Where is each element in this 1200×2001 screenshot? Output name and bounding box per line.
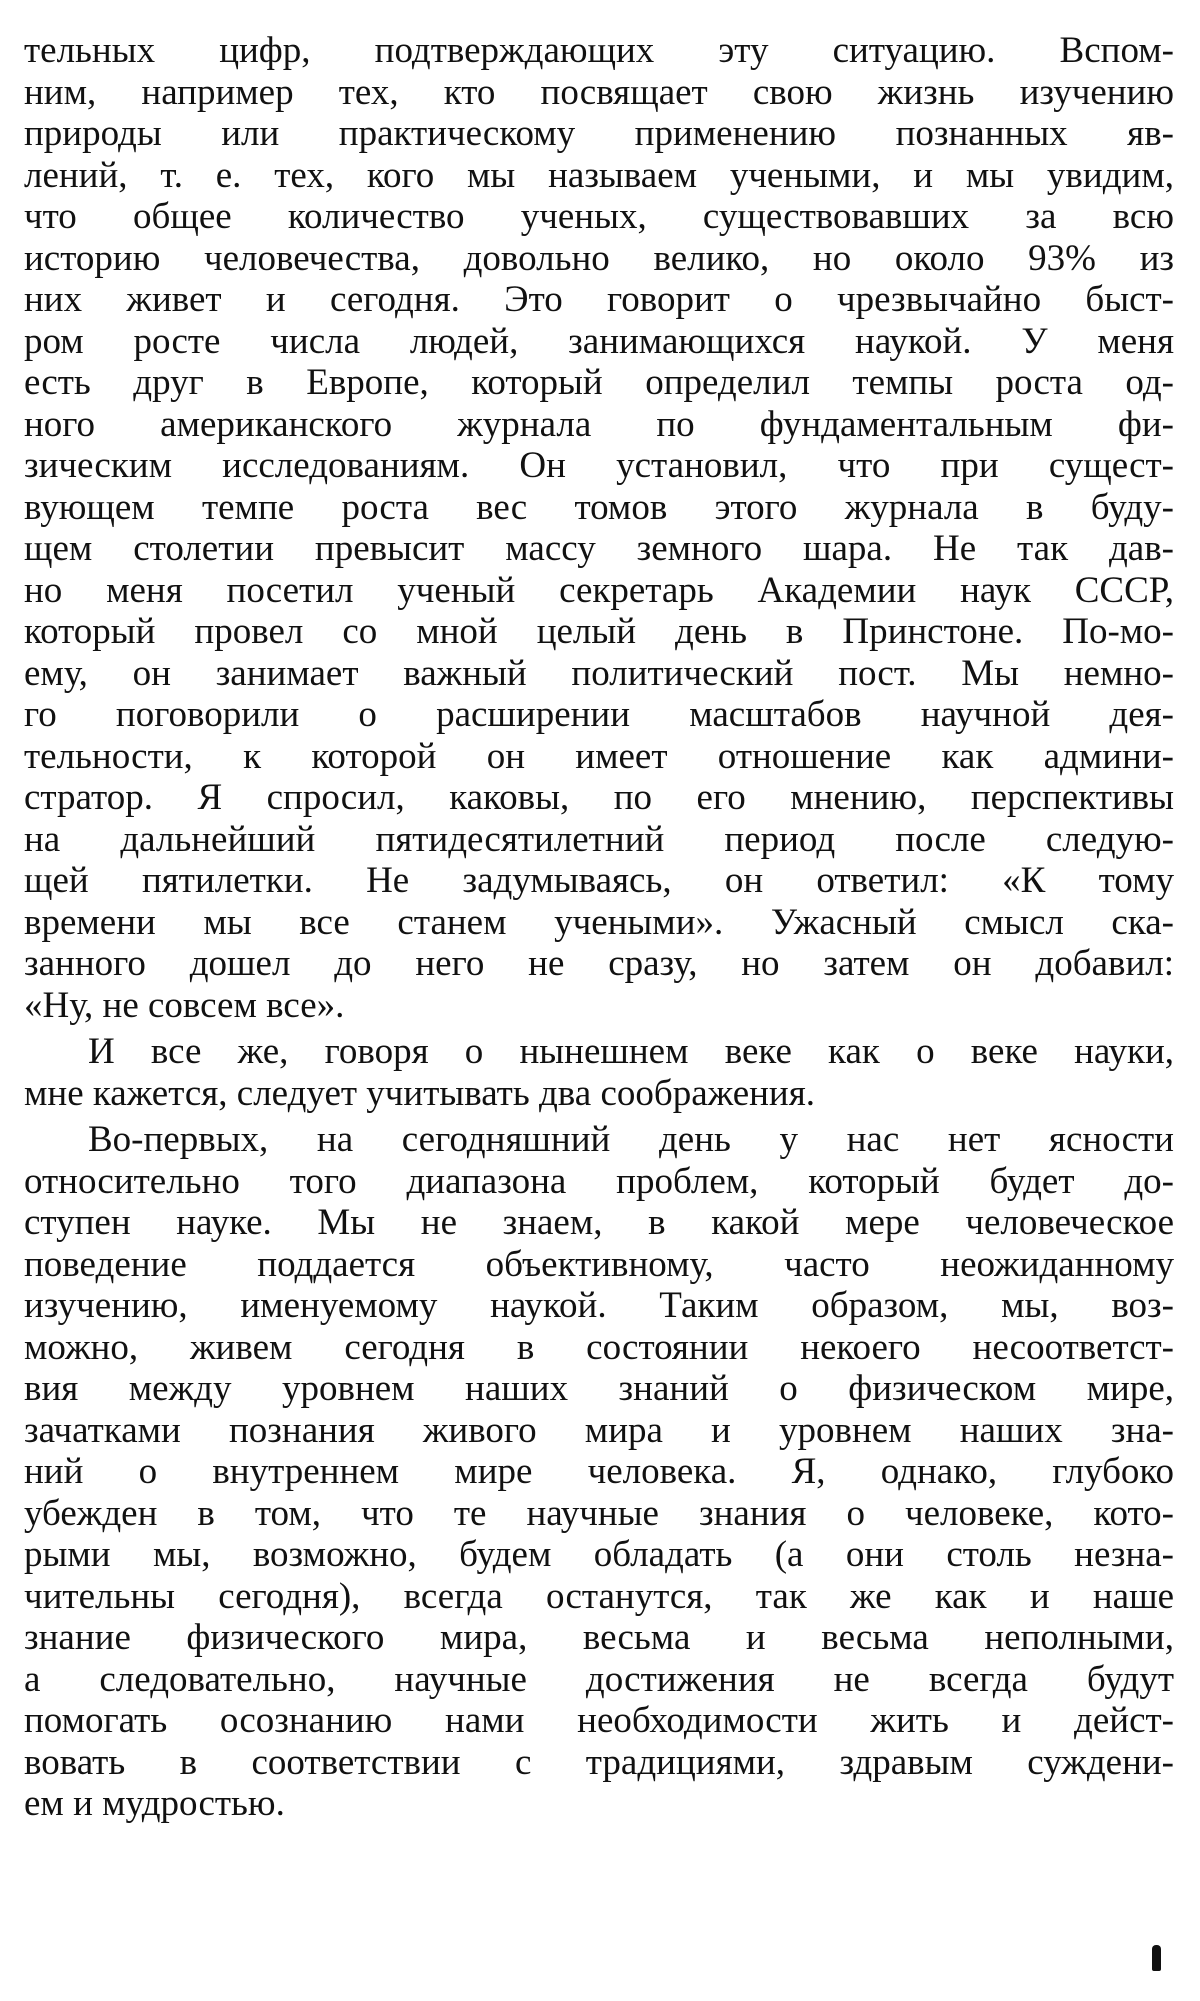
text-line: природы или практическому применению познанных яв- — [24, 113, 1174, 154]
text-line: историю человечества, довольно велико, но около 93% из — [24, 237, 1174, 279]
text-line: что общее количество ученых, существовавших за всю — [24, 196, 1174, 237]
text-line: а следовательно, научные достижения не всегда будут — [24, 1658, 1174, 1700]
text-line: го поговорили о расширении масштабов научной дея- — [24, 694, 1174, 735]
text-line: зачатками познания живого мира и уровнем наших зна- — [24, 1409, 1174, 1451]
text-line: ром росте числа людей, занимающихся наукой. У меня — [24, 320, 1174, 362]
text-line: «Ну, не совсем все». — [24, 984, 345, 1026]
text-line: щей пятилетки. Не задумываясь, он ответил: «К тому — [24, 860, 1174, 901]
text-line: времени мы все станем учеными». Ужасный смысл ска- — [24, 901, 1174, 943]
paragraph-3 — [24, 1119, 1174, 1825]
text-line: мне кажется, следует учитывать два соображения. — [24, 1072, 815, 1114]
text-line: ступен науке. Мы не знаем, в какой мере человеческое — [24, 1202, 1174, 1243]
text-line: вия между уровнем наших знаний о физическом мире, — [24, 1368, 1174, 1409]
text-line: на дальнейший пятидесятилетний период после следую- — [24, 818, 1174, 860]
text-line: тельных цифр, подтверждающих эту ситуацию. Вспом- — [24, 30, 1174, 71]
text-line: щем столетии превысит массу земного шара. Не так дав- — [24, 528, 1174, 569]
text-line: занного дошел до него не сразу, но затем он добавил: — [24, 943, 1174, 984]
text-line: вующем темпе роста вес томов этого журнала в буду- — [24, 486, 1174, 528]
text-line: чительны сегодня), всегда останутся, так же как и наше — [24, 1575, 1174, 1617]
text-line: Во-первых, на сегодняшний день у нас нет ясности — [88, 1119, 1174, 1160]
text-line: ему, он занимает важный политический пост. Мы немно- — [24, 652, 1174, 694]
text-line: тельности, к которой он имеет отношение как админи- — [24, 735, 1174, 777]
paragraph-1 — [24, 30, 1174, 1026]
text-line: рыми мы, возможно, будем обладать (а они столь незна- — [24, 1534, 1174, 1575]
text-line: ний о внутреннем мире человека. Я, однако, глубоко — [24, 1451, 1174, 1492]
text-line: лений, т. е. тех, кого мы называем учеными, и мы увидим, — [24, 154, 1174, 196]
text-line: ним, например тех, кто посвящает свою жизнь изучению — [24, 71, 1174, 113]
text-line: вовать в соответствии с традициями, здравым суждени- — [24, 1741, 1174, 1783]
page-text — [24, 30, 1174, 1830]
text-line: который провел со мной целый день в Принстоне. По-мо- — [24, 611, 1174, 652]
text-line: убежден в том, что те научные знания о человеке, кото- — [24, 1492, 1174, 1534]
text-line: знание физического мира, весьма и весьма неполными, — [24, 1617, 1174, 1658]
ink-mark — [1152, 1945, 1161, 1971]
text-line: ного американского журнала по фундаментальным фи- — [24, 403, 1174, 445]
text-line: можно, живем сегодня в состоянии некоего несоответст- — [24, 1326, 1174, 1368]
text-line: помогать осознанию нами необходимости жить и дейст- — [24, 1700, 1174, 1741]
text-line: поведение поддается объективному, часто неожиданному — [24, 1243, 1174, 1285]
paragraph-2 — [24, 1031, 1174, 1114]
text-line: ем и мудростью. — [24, 1783, 285, 1824]
text-line: изучению, именуемому наукой. Таким образом, мы, воз- — [24, 1285, 1174, 1326]
text-line: есть друг в Европе, который определил темпы роста од- — [24, 362, 1174, 403]
text-line: них живет и сегодня. Это говорит о чрезвычайно быст- — [24, 279, 1174, 320]
text-line: И все же, говоря о нынешнем веке как о веке науки, — [88, 1031, 1174, 1072]
text-line: стратор. Я спросил, каковы, по его мнению, перспективы — [24, 777, 1174, 818]
text-line: но меня посетил ученый секретарь Академии наук СССР, — [24, 569, 1174, 611]
text-line: зическим исследованиям. Он установил, что при сущест- — [24, 445, 1174, 486]
text-line: относительно того диапазона проблем, который будет до- — [24, 1160, 1174, 1202]
